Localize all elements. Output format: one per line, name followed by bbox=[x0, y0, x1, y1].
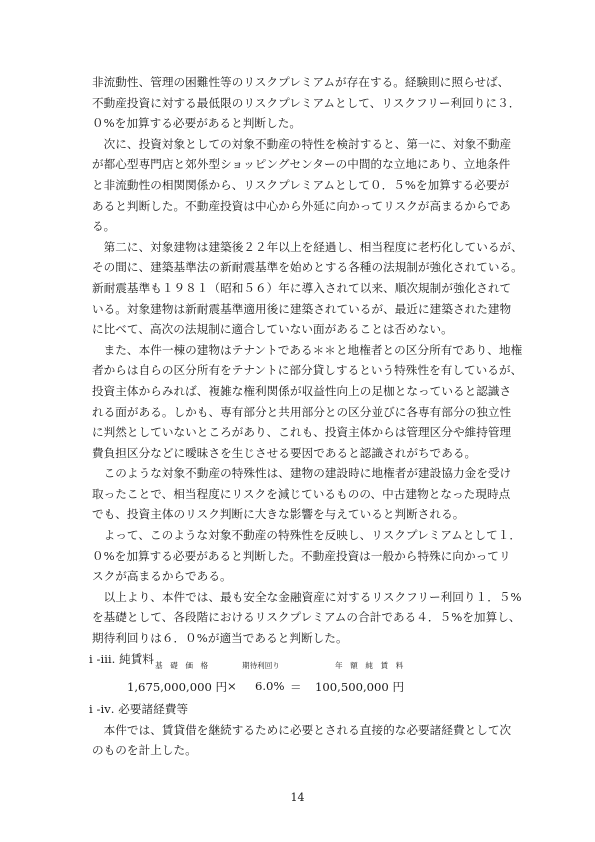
multiply-sign: × bbox=[227, 679, 237, 693]
paragraph-block bbox=[92, 72, 522, 649]
label-annual-net-rent: 年 額 純 賃 料 bbox=[335, 661, 404, 670]
text-line: このような対象不動産の特殊性は、建物の建設時に地権者が建設協力金を受け bbox=[92, 466, 512, 481]
section-heading-net-rent: i -ⅲ. 純賃料 bbox=[89, 651, 155, 666]
text-line: 以上より、本件では、最も安全な金融資産に対するリスクフリー利回り１．５% bbox=[92, 589, 522, 604]
net-rent-value: 100,500,000 円 bbox=[315, 680, 405, 694]
text-line: 第二に、対象建物は建築後２２年以上を経過し、相当程度に老朽化しているが、 bbox=[92, 239, 523, 254]
text-line: ０%を加算する必要があると判断した。不動産投資は一般から特殊に向かってリ bbox=[92, 548, 511, 563]
expenses-section bbox=[89, 699, 522, 761]
text-line: と非流動性の相関関係から、リスクプレミアムとして０．５%を加算する必要が bbox=[92, 177, 510, 192]
yield-value: 6.0% bbox=[255, 679, 285, 693]
text-line: のものを計上した。 bbox=[92, 743, 197, 758]
body-text bbox=[89, 72, 523, 669]
text-line: 不動産投資に対する最低限のリスクプレミアムとして、リスクフリー利回りに３． bbox=[92, 95, 521, 110]
text-line: を基礎として、各段階におけるリスクプレミアムの合計である４．５%を加算し、 bbox=[92, 610, 521, 625]
text-line: 本件では、賃貸借を継続するために必要とされる直接的な必要諸経費として次 bbox=[92, 722, 512, 737]
page-number: 14 bbox=[290, 791, 305, 804]
text-line: が都心型専門店と郊外型ショッピングセンターの中間的な立地にあり、立地条件 bbox=[92, 157, 511, 172]
text-line: 次に、投資対象としての対象不動産の特性を検討すると、第一に、対象不動産 bbox=[92, 136, 512, 151]
text-line: に判然としていないところがあり、これも、投資主体からは管理区分や維持管理 bbox=[92, 425, 512, 440]
text-line: 者からは自らの区分所有をテナントに部分貸しするという特殊性を有しているが、 bbox=[92, 363, 523, 378]
text-line: スクが高まるからである。 bbox=[92, 569, 232, 584]
text-line: ０%を加算する必要があると判断した。 bbox=[92, 116, 302, 131]
equals-sign: ＝ bbox=[290, 680, 302, 694]
text-line: 新耐震基準も１９８１（昭和５６）年に導入されて以来、順次規制が強化されて bbox=[92, 280, 512, 295]
text-line: れる面がある。しかも、専有部分と共用部分との区分並びに各専有部分の独立性 bbox=[92, 404, 512, 419]
text-line: 費負担区分などに曖昧さを生じさせる要因であると認識されがちである。 bbox=[92, 445, 477, 460]
text-line: でも、投資主体のリスク判断に大きな影響を与えていると判断される。 bbox=[92, 507, 465, 522]
label-expected-yield: 期待利回り bbox=[242, 661, 280, 670]
text-line: あると判断した。不動産投資は中心から外延に向かってリスクが高まるからであ bbox=[92, 198, 511, 213]
text-line: 期待利回りは６．０%が適当であると判断した。 bbox=[92, 631, 348, 646]
text-line: 取ったことで、相当程度にリスクを減じているものの、中古建物となった現時点 bbox=[92, 486, 511, 501]
text-line: る。 bbox=[92, 219, 116, 234]
text-line: また、本件一棟の建物はテナントである＊＊と地権者との区分所有であり、地権 bbox=[92, 342, 523, 357]
text-line: 投資主体からみれば、複雑な権利関係が収益性向上の足枷となっていると認識さ bbox=[92, 383, 512, 398]
text-line: よって、このような対象不動産の特殊性を反映し、リスクプレミアムとして１． bbox=[92, 528, 522, 543]
section-heading-expenses: i -ⅳ. 必要諸経費等 bbox=[89, 702, 189, 716]
text-line: いる。対象建物は新耐震基準適用後に建築されているが、最近に建築された建物 bbox=[92, 301, 512, 316]
text-line: 非流動性、管理の困難性等のリスクプレミアムが存在する。経験則に照らせば、 bbox=[92, 75, 510, 89]
text-line: その間に、建築基準法の新耐震基準を始めとする各種の法規制が強化されている。 bbox=[92, 260, 523, 275]
text-line: に比べて、高次の法規制に適合していない面があることは否めない。 bbox=[92, 322, 453, 337]
base-value: 1,675,000,000 円 bbox=[127, 680, 228, 694]
label-base-value: 基 礎 価 格 bbox=[155, 661, 209, 670]
expenses-paragraph bbox=[92, 720, 522, 761]
